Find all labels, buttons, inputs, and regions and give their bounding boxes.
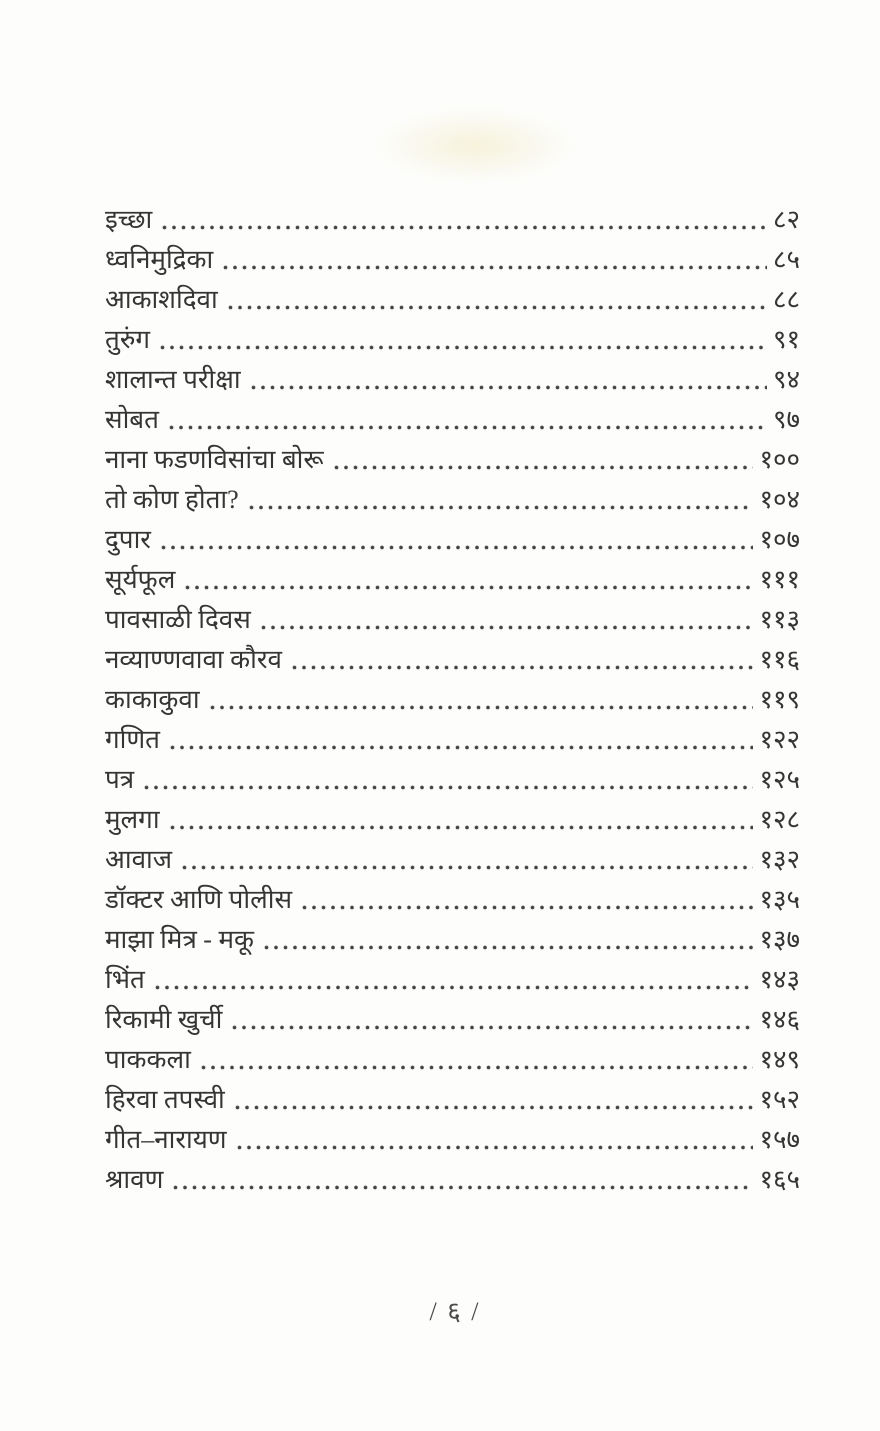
toc-entry-page-number: १०७ <box>759 525 800 555</box>
toc-entry-row <box>105 240 800 280</box>
toc-entry-title: इच्छा <box>105 205 153 235</box>
show-through-smudge <box>375 108 575 183</box>
toc-entry-title: दुपार <box>105 525 151 555</box>
toc-entry-page-number: ११९ <box>759 685 800 715</box>
dotted-leader <box>185 585 753 590</box>
toc-entry-title: आवाज <box>105 845 173 875</box>
dotted-leader <box>302 905 753 910</box>
dotted-leader <box>237 1145 754 1150</box>
dotted-leader <box>160 345 767 350</box>
toc-entry-row <box>105 520 800 560</box>
page-footer <box>0 1292 880 1328</box>
toc-entry-page-number: १२२ <box>759 725 800 755</box>
toc-entry-row <box>105 480 800 520</box>
toc-entry-row <box>105 920 800 960</box>
toc-entry-page-number: १४३ <box>759 965 800 995</box>
toc-entry-row <box>105 880 800 920</box>
toc-entry-row <box>105 600 800 640</box>
toc-entry-row <box>105 400 800 440</box>
dotted-leader <box>228 305 767 310</box>
toc-entry-page-number: १३७ <box>759 925 800 955</box>
toc-entry-page-number: १११ <box>759 565 800 595</box>
toc-entry-row <box>105 720 800 760</box>
toc-entry-title: सूर्यफूल <box>105 565 176 595</box>
toc-entry-title: ध्वनिमुद्रिका <box>105 245 214 275</box>
toc-entry-row <box>105 1120 800 1160</box>
toc-entry-row <box>105 440 800 480</box>
dotted-leader <box>170 825 754 830</box>
toc-entry-title: मुलगा <box>105 805 160 835</box>
dotted-leader <box>169 425 767 430</box>
toc-entry-title: माझा मित्र - मकू <box>105 925 254 955</box>
toc-entry-title: आकाशदिवा <box>105 285 218 315</box>
toc-entry-title: हिरवा तपस्वी <box>105 1085 225 1115</box>
toc-entry-page-number: १४६ <box>759 1005 800 1035</box>
dotted-leader <box>162 225 767 230</box>
dotted-leader <box>161 545 753 550</box>
toc-entry-row <box>105 680 800 720</box>
toc-entry-title: श्रावण <box>105 1165 164 1195</box>
toc-entry-page-number: ९७ <box>772 405 800 435</box>
dotted-leader <box>264 945 753 950</box>
toc-entry-row <box>105 640 800 680</box>
toc-entry-page-number: ११३ <box>759 605 800 635</box>
toc-entry-page-number: १०० <box>759 445 800 475</box>
dotted-leader <box>334 465 754 470</box>
toc-entry-title: गीत–नारायण <box>105 1125 227 1155</box>
toc-entry-title: भिंत <box>105 965 145 995</box>
toc-entry-page-number: १६५ <box>759 1165 800 1195</box>
dotted-leader <box>144 785 753 790</box>
dotted-leader <box>232 1025 753 1030</box>
toc-entry-title: सोबत <box>105 405 159 435</box>
toc-entry-page-number: १५७ <box>759 1125 800 1155</box>
toc-entry-row <box>105 1040 800 1080</box>
toc-entry-row <box>105 560 800 600</box>
toc-entry-page-number: ९४ <box>772 365 800 395</box>
toc-entry-title: तो कोण होता? <box>105 485 239 515</box>
toc-entry-title: तुरुंग <box>105 325 151 355</box>
toc-entry-page-number: ११६ <box>759 645 800 675</box>
toc-entry-row <box>105 1160 800 1200</box>
toc-entry-page-number: १३२ <box>759 845 800 875</box>
dotted-leader <box>170 745 753 750</box>
dotted-leader <box>249 505 754 510</box>
dotted-leader <box>261 625 754 630</box>
toc-entry-title: डॉक्टर आणि पोलीस <box>105 885 293 915</box>
toc-entry-page-number: ८५ <box>772 245 800 275</box>
toc-entry-title: काकाकुवा <box>105 685 200 715</box>
dotted-leader <box>155 985 754 990</box>
toc-entry-row <box>105 320 800 360</box>
toc-entry-page-number: ८२ <box>772 205 800 235</box>
toc-entry-row <box>105 200 800 240</box>
toc-entry-title: पाककला <box>105 1045 191 1075</box>
toc-entry-row <box>105 360 800 400</box>
dotted-leader <box>251 385 767 390</box>
toc-entry-row <box>105 960 800 1000</box>
toc-list <box>105 200 800 1200</box>
folio-page-number: / ६ / <box>429 1297 481 1326</box>
toc-entry-page-number: ८८ <box>772 285 800 315</box>
dotted-leader <box>292 665 753 670</box>
toc-entry-page-number: १४९ <box>759 1045 800 1075</box>
toc-entry-page-number: ९१ <box>772 325 800 355</box>
toc-entry-page-number: १०४ <box>759 485 800 515</box>
toc-entry-row <box>105 1080 800 1120</box>
toc-entry-title: शालान्त परीक्षा <box>105 365 241 395</box>
toc-entry-page-number: १२८ <box>759 805 800 835</box>
toc-entry-page-number: १२५ <box>759 765 800 795</box>
toc-entry-row <box>105 800 800 840</box>
dotted-leader <box>173 1185 753 1190</box>
dotted-leader <box>201 1065 754 1070</box>
toc-entry-page-number: १५२ <box>759 1085 800 1115</box>
toc-entry-title: गणित <box>105 725 160 755</box>
dotted-leader <box>235 1105 754 1110</box>
toc-entry-row <box>105 760 800 800</box>
dotted-leader <box>182 865 753 870</box>
toc-entry-title: रिकामी खुर्ची <box>105 1005 223 1035</box>
dotted-leader <box>210 705 754 710</box>
dotted-leader <box>223 265 767 270</box>
toc-entry-title: पावसाळी दिवस <box>105 605 251 635</box>
toc-entry-title: पत्र <box>105 765 135 795</box>
toc-entry-title: नव्याण्णवावा कौरव <box>105 645 282 675</box>
toc-entry-title: नाना फडणविसांचा बोरू <box>105 445 324 475</box>
toc-entry-row <box>105 840 800 880</box>
toc-entry-page-number: १३५ <box>759 885 800 915</box>
toc-entry-row <box>105 1000 800 1040</box>
toc-entry-row <box>105 280 800 320</box>
